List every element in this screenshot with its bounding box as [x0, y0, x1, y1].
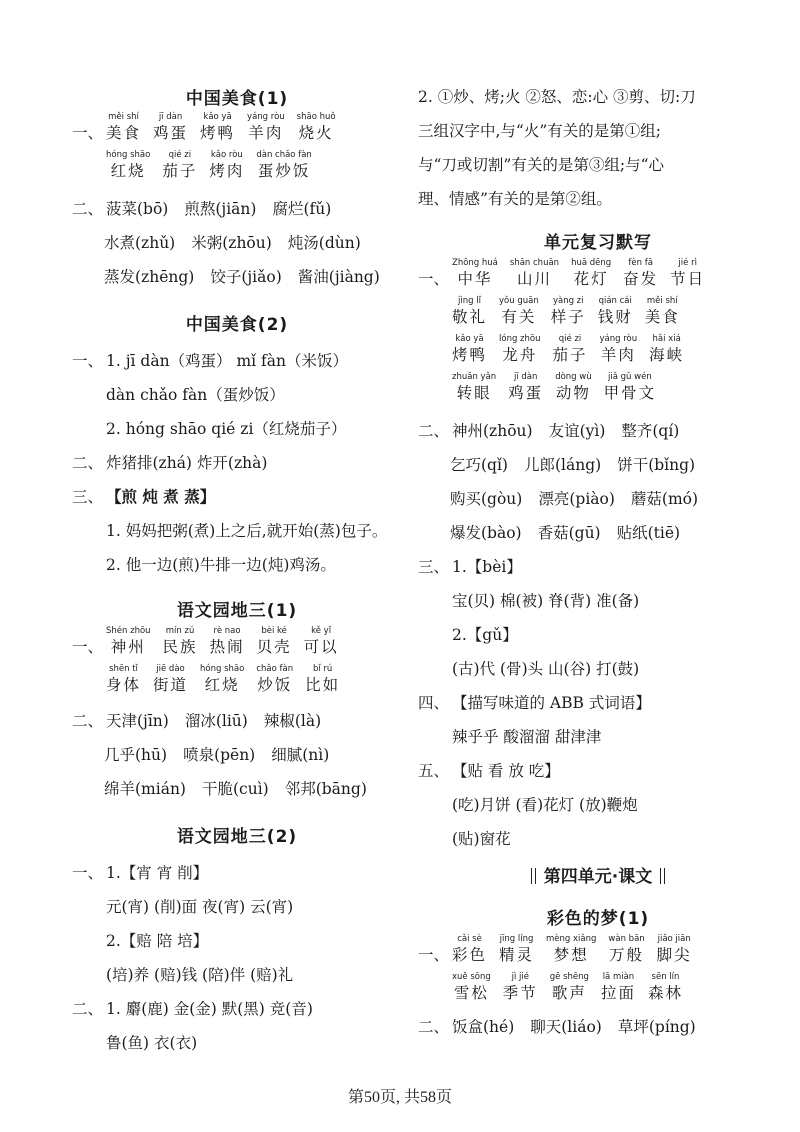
pinyin-text: jīng líng — [499, 934, 534, 944]
s2-q1-line2: dàn chǎo fàn（蛋炒饭） — [106, 386, 285, 404]
pinyin-text: qié zi — [168, 150, 192, 160]
pinyin-text: gē shēng — [549, 972, 589, 982]
pinyin-word — [508, 372, 543, 403]
s3-q1-row2 — [72, 664, 402, 702]
hanzi-text: 烤鸭 — [200, 124, 236, 142]
hanzi-text: 拉面 — [600, 984, 636, 1002]
pinyin-text: yàng zi — [552, 296, 584, 306]
answer-term: 辣椒(là) — [263, 712, 322, 730]
s2-q3-line3: 2. 他一边(煎)牛排一边(炖)鸡汤。 — [106, 556, 336, 574]
pinyin-text: jiǎ gǔ wén — [608, 372, 652, 382]
pinyin-text: zhuǎn yǎn — [452, 372, 497, 382]
answer-term: 蒸发(zhēng) — [104, 268, 195, 286]
pinyin-word — [608, 934, 644, 965]
pinyin-word — [210, 626, 245, 657]
pinyin-word — [153, 112, 188, 143]
answer-term: 草坪(píng) — [617, 1018, 696, 1036]
answer-term: 购买(gòu) — [450, 490, 523, 508]
hanzi-text: 万般 — [609, 946, 645, 964]
pinyin-text: hóng shāo — [200, 664, 245, 674]
pinyin-text: qié zi — [558, 334, 582, 344]
hanzi-text: 热闹 — [209, 638, 245, 656]
pinyin-word — [600, 334, 638, 365]
pinyin-text: měi shí — [646, 296, 678, 306]
unit-header: 第四单元·课文 — [418, 862, 778, 887]
pinyin-text: rè nao — [213, 626, 241, 636]
hanzi-text: 节日 — [670, 270, 706, 288]
s1-q2-num: 二、 — [72, 200, 104, 218]
s5-q1-row3 — [418, 334, 778, 372]
pinyin-text: jī dàn — [513, 372, 538, 382]
hanzi-text: 蛋炒饭 — [257, 162, 311, 180]
pinyin-word — [657, 934, 692, 965]
answer-term: 邻邦(bāng) — [284, 780, 367, 798]
pinyin-word — [200, 112, 235, 143]
pinyin-word — [304, 626, 339, 657]
hanzi-text: 羊肉 — [600, 346, 636, 364]
top-answer-line1: 2. ①炒、烤;火 ②怒、恋:心 ③剪、切:刀 — [418, 88, 696, 106]
unit-header-left-bar — [531, 868, 536, 884]
hanzi-text: 花灯 — [573, 270, 609, 288]
pinyin-text: sēn lín — [651, 972, 680, 982]
hanzi-text: 红烧 — [204, 676, 240, 694]
pinyin-text: bǐ rú — [312, 664, 333, 674]
hanzi-text: 中华 — [457, 270, 493, 288]
pinyin-word — [645, 296, 680, 327]
hanzi-text: 雪松 — [453, 984, 489, 1002]
hanzi-text: 烤肉 — [209, 162, 245, 180]
pinyin-text: jìng lǐ — [458, 296, 481, 306]
answer-term: 腐烂(fǔ) — [272, 200, 332, 218]
pinyin-text: mín zú — [165, 626, 195, 636]
pinyin-word — [452, 372, 496, 403]
pinyin-word — [546, 934, 596, 965]
hanzi-text: 红烧 — [110, 162, 146, 180]
hanzi-text: 森林 — [647, 984, 683, 1002]
pinyin-word — [106, 626, 151, 657]
pinyin-text: mèng xiǎng — [546, 934, 597, 944]
hanzi-text: 脚尖 — [656, 946, 692, 964]
answer-term: 贴纸(tiē) — [616, 524, 681, 542]
section-title-danyuan-fuxi: 单元复习默写 — [544, 233, 652, 253]
hanzi-text: 神州 — [110, 638, 146, 656]
pinyin-text: shān chuān — [509, 258, 560, 268]
s5-q4-line2: 辣乎乎 酸溜溜 甜津津 — [452, 728, 602, 746]
section-title-caise-de-meng-1: 彩色的梦(1) — [546, 909, 650, 929]
page-number-footer: 第50页, 共58页 — [347, 1089, 452, 1106]
hanzi-text: 精灵 — [499, 946, 535, 964]
pinyin-word — [153, 664, 188, 695]
section-title-yuwen-yuandi-3-2: 语文园地三(2) — [176, 827, 298, 847]
answer-term: 天津(jīn) — [106, 712, 169, 730]
pinyin-word — [106, 112, 141, 143]
pinyin-text: jiē dào — [156, 664, 185, 674]
s6-q1-row2 — [418, 972, 778, 1010]
pinyin-text: yáng ròu — [247, 112, 285, 122]
s4-q2-line1: 二、 1. 麝(鹿) 金(金) 默(黑) 竞(音) — [72, 1000, 313, 1018]
s5-q5-line1: 五、 【贴 看 放 吃】 — [418, 762, 560, 780]
pinyin-text: chǎo fàn — [256, 664, 294, 674]
pinyin-word — [499, 934, 534, 965]
pinyin-text: kǎo yā — [203, 112, 232, 122]
answer-term: 干脆(cuì) — [201, 780, 269, 798]
hanzi-text: 鸡蛋 — [508, 384, 544, 402]
answer-term: 绵羊(mián) — [104, 780, 186, 798]
hanzi-text: 茄子 — [552, 346, 588, 364]
s5-q3-line4: (古)代 (骨)头 山(谷) 打(鼓) — [452, 660, 640, 678]
pinyin-word — [106, 664, 141, 695]
pinyin-text: bèi ké — [261, 626, 287, 636]
hanzi-text: 可以 — [303, 638, 339, 656]
pinyin-word — [256, 664, 293, 695]
s1-q1-row1 — [72, 112, 402, 150]
pinyin-text: Shén zhōu — [106, 626, 151, 636]
s3-q2-line1: 二、 天津(jīn) 溜冰(liū) 辣椒(là) — [72, 712, 322, 730]
top-answer-line3: 与“刀或切割”有关的是第③组;与“心 — [418, 156, 664, 174]
answer-term: 炖汤(dùn) — [287, 234, 361, 252]
pinyin-text: kě yǐ — [311, 626, 332, 636]
answer-term: 蘑菇(mó) — [630, 490, 699, 508]
pinyin-word — [305, 664, 340, 695]
pinyin-word — [649, 334, 684, 365]
hanzi-text: 民族 — [162, 638, 198, 656]
answer-term: 几乎(hū) — [104, 746, 168, 764]
pinyin-text: shēn tǐ — [109, 664, 138, 674]
pinyin-text: fèn fā — [628, 258, 653, 268]
hanzi-text: 转眼 — [456, 384, 492, 402]
pinyin-word — [623, 258, 658, 289]
answer-term: 饺子(jiǎo) — [210, 268, 282, 286]
hanzi-text: 羊肉 — [248, 124, 284, 142]
pinyin-text: yǒu guān — [499, 296, 539, 306]
s1-q2-line1 — [72, 196, 402, 222]
s5-q2-line1: 二、 神州(zhōu) 友谊(yì) 整齐(qí) — [418, 422, 680, 440]
s2-q2-line1: 二、 炸猪排(zhá) 炸开(zhà) — [72, 454, 268, 472]
hanzi-text: 龙舟 — [502, 346, 538, 364]
pinyin-word — [452, 934, 487, 965]
pinyin-word — [604, 372, 657, 403]
hanzi-text: 鸡蛋 — [153, 124, 189, 142]
s5-q5-line2: (吃)月饼 (看)花灯 (放)鞭炮 — [452, 796, 638, 814]
hanzi-text: 歌声 — [551, 984, 587, 1002]
answer-term: 香菇(gū) — [537, 524, 601, 542]
answer-term: 菠菜(bō) — [106, 200, 169, 218]
answer-term: 米粥(zhōu) — [191, 234, 272, 252]
s2-q3-line1: 三、 【煎 炖 煮 蒸】 — [72, 487, 216, 506]
pinyin-text: dòng wù — [555, 372, 592, 382]
pinyin-word — [163, 626, 198, 657]
section-title-zhongguo-meishi-2: 中国美食(2) — [185, 315, 289, 335]
answer-term: 友谊(yì) — [548, 422, 606, 440]
s4-q2-line2: 鲁(鱼) 衣(衣) — [106, 1034, 198, 1052]
hanzi-text: 动物 — [555, 384, 591, 402]
answer-term: 整齐(qí) — [621, 422, 680, 440]
top-answer-line4: 理、情感”有关的是第②组。 — [418, 190, 612, 208]
pinyin-text: cǎi sè — [457, 934, 482, 944]
pinyin-word — [553, 334, 588, 365]
answer-term: 爆发(bào) — [450, 524, 522, 542]
answer-term: 神州(zhōu) — [452, 422, 533, 440]
answer-term: 饭盒(hé) — [452, 1018, 515, 1036]
s1-q1-row2 — [72, 150, 402, 188]
hanzi-text: 奋发 — [623, 270, 659, 288]
pinyin-text: yáng ròu — [599, 334, 638, 344]
hanzi-text: 梦想 — [553, 946, 589, 964]
pinyin-text: jiǎo jiān — [657, 934, 691, 944]
pinyin-word — [256, 150, 311, 181]
s1-q2-line2 — [72, 230, 402, 256]
pinyin-text: hǎi xiá — [652, 334, 681, 344]
hanzi-text: 贝壳 — [256, 638, 292, 656]
pinyin-text: wàn bān — [608, 934, 645, 944]
s5-q4-line1: 四、 【描写味道的 ABB 式词语】 — [418, 694, 651, 712]
s1-q2-line3 — [72, 264, 402, 290]
section-title-yuwen-yuandi-3-1: 语文园地三(1) — [176, 601, 298, 621]
s5-q2-line2 — [418, 452, 778, 478]
pinyin-text: hóng shāo — [106, 150, 151, 160]
pinyin-word — [670, 258, 705, 289]
pinyin-word — [601, 972, 636, 1003]
pinyin-text: Zhōng huá — [452, 258, 498, 268]
hanzi-text: 敬礼 — [452, 308, 488, 326]
pinyin-word — [297, 112, 336, 143]
s5-q3-line3: 2.【gǔ】 — [452, 626, 518, 644]
hanzi-text: 美食 — [644, 308, 680, 326]
hanzi-text: 比如 — [305, 676, 341, 694]
s6-q2-line1: 二、 饭盒(hé) 聊天(liáo) 草坪(píng) — [418, 1018, 696, 1036]
pinyin-text: kǎo yā — [455, 334, 484, 344]
pinyin-text: huā dēng — [571, 258, 612, 268]
s5-q3-line1: 三、 1.【bèi】 — [418, 558, 522, 576]
pinyin-word — [452, 334, 487, 365]
pinyin-text: jié rì — [678, 258, 697, 268]
answer-term: 聊天(liáo) — [530, 1018, 602, 1036]
s1-q1-num: 一、 — [72, 124, 104, 142]
s4-q1-line3: 2.【赔 陪 培】 — [106, 932, 209, 950]
pinyin-text: měi shí — [108, 112, 139, 122]
pinyin-word — [452, 296, 487, 327]
pinyin-word — [452, 972, 491, 1003]
pinyin-text: dàn chǎo fàn — [256, 150, 312, 160]
pinyin-text: jì jié — [511, 972, 529, 982]
s6-q1-row1: 一、 cǎi sè 彩色 jīng líng 精灵 mèng xiǎng 梦想 wàn bān 万般 jiǎo jiān 脚尖 — [418, 934, 692, 964]
unit-header-right-bar — [660, 868, 665, 884]
section-title-zhongguo-meishi-1: 中国美食(1) — [185, 89, 289, 109]
hanzi-text: 季节 — [502, 984, 538, 1002]
s3-q2-line2 — [72, 742, 402, 768]
s4-q1-line4: (培)养 (赔)钱 (陪)伴 (赔)礼 — [106, 966, 294, 984]
pinyin-text: xuě sōng — [452, 972, 491, 982]
answer-term: 煎熬(jiān) — [184, 200, 257, 218]
pinyin-word — [257, 626, 292, 657]
s5-q1-row4 — [418, 372, 778, 410]
s5-q5-line3: (贴)窗花 — [452, 830, 511, 848]
pinyin-word — [499, 334, 540, 365]
hanzi-text: 身体 — [106, 676, 142, 694]
s2-q1-line1: 一、 1. jī dàn（鸡蛋） mǐ fàn（米饭） — [72, 352, 349, 370]
pinyin-word — [247, 112, 285, 143]
pinyin-word — [598, 296, 633, 327]
pinyin-word — [571, 258, 611, 289]
pinyin-text: kǎo ròu — [210, 150, 243, 160]
pinyin-word — [106, 150, 150, 181]
pinyin-text: shāo huǒ — [296, 112, 336, 122]
pinyin-word — [555, 372, 591, 403]
s2-q1-line3: 2. hóng shāo qié zi（红烧茄子） — [106, 420, 347, 438]
s5-q2-line3 — [418, 486, 778, 512]
answer-term: 溜冰(liū) — [184, 712, 248, 730]
hanzi-text: 街道 — [153, 676, 189, 694]
pinyin-word — [551, 296, 586, 327]
s3-q1-row1: 一、 Shén zhōu 神州 mín zú 民族 rè nao 热闹 bèi ké 贝壳 kě yǐ 可以 — [72, 626, 339, 656]
answer-term: 饼干(bǐng) — [617, 456, 696, 474]
hanzi-text: 甲骨文 — [603, 384, 657, 402]
answer-term: 酱油(jiàng) — [297, 268, 380, 286]
hanzi-text: 炒饭 — [257, 676, 293, 694]
hanzi-text: 有关 — [501, 308, 537, 326]
pinyin-text: qián cái — [598, 296, 632, 306]
answer-term: 水煮(zhǔ) — [104, 234, 176, 252]
pinyin-word — [499, 296, 539, 327]
pinyin-word — [550, 972, 589, 1003]
pinyin-word — [162, 150, 197, 181]
hanzi-text: 烤鸭 — [452, 346, 488, 364]
answer-term: 漂亮(piào) — [538, 490, 615, 508]
s5-q3-line2: 宝(贝) 棉(被) 脊(背) 准(备) — [452, 592, 640, 610]
s5-q2-line4 — [418, 520, 778, 546]
answer-term: 细腻(nì) — [271, 746, 330, 764]
s5-q1-row1: 一、 Zhōng huá 中华 shān chuān 山川 huā dēng 花灯 fèn fā 奋发 jié rì 节日 — [418, 258, 706, 288]
hanzi-text: 茄子 — [162, 162, 198, 180]
s4-q1-line1: 一、 1.【宵 宵 削】 — [72, 864, 209, 882]
pinyin-word — [503, 972, 538, 1003]
pinyin-text: lóng zhōu — [499, 334, 541, 344]
hanzi-text: 钱财 — [597, 308, 633, 326]
s2-q3-line2: 1. 妈妈把粥(煮)上之后,就开始(蒸)包子。 — [106, 522, 388, 540]
hanzi-text: 彩色 — [452, 946, 488, 964]
pinyin-word — [452, 258, 498, 289]
top-answer-line2: 三组汉字中,与“火”有关的是第①组; — [418, 122, 661, 140]
s4-q1-line2: 元(宵) (削)面 夜(宵) 云(宵) — [106, 898, 294, 916]
pinyin-word — [648, 972, 683, 1003]
answer-term: 喷泉(pēn) — [183, 746, 256, 764]
pinyin-word — [510, 258, 559, 289]
hanzi-text: 美食 — [106, 124, 142, 142]
hanzi-text: 海峡 — [649, 346, 685, 364]
s3-q2-line3 — [72, 776, 402, 802]
hanzi-text: 烧火 — [298, 124, 334, 142]
pinyin-word — [209, 150, 244, 181]
pinyin-text: jī dàn — [158, 112, 183, 122]
hanzi-text: 山川 — [516, 270, 552, 288]
pinyin-text: lā miàn — [602, 972, 635, 982]
hanzi-text: 样子 — [550, 308, 586, 326]
pinyin-word — [200, 664, 244, 695]
s5-q1-row2 — [418, 296, 778, 334]
answer-term: 儿郎(láng) — [523, 456, 602, 474]
answer-term: 乞巧(qǐ) — [450, 456, 508, 474]
